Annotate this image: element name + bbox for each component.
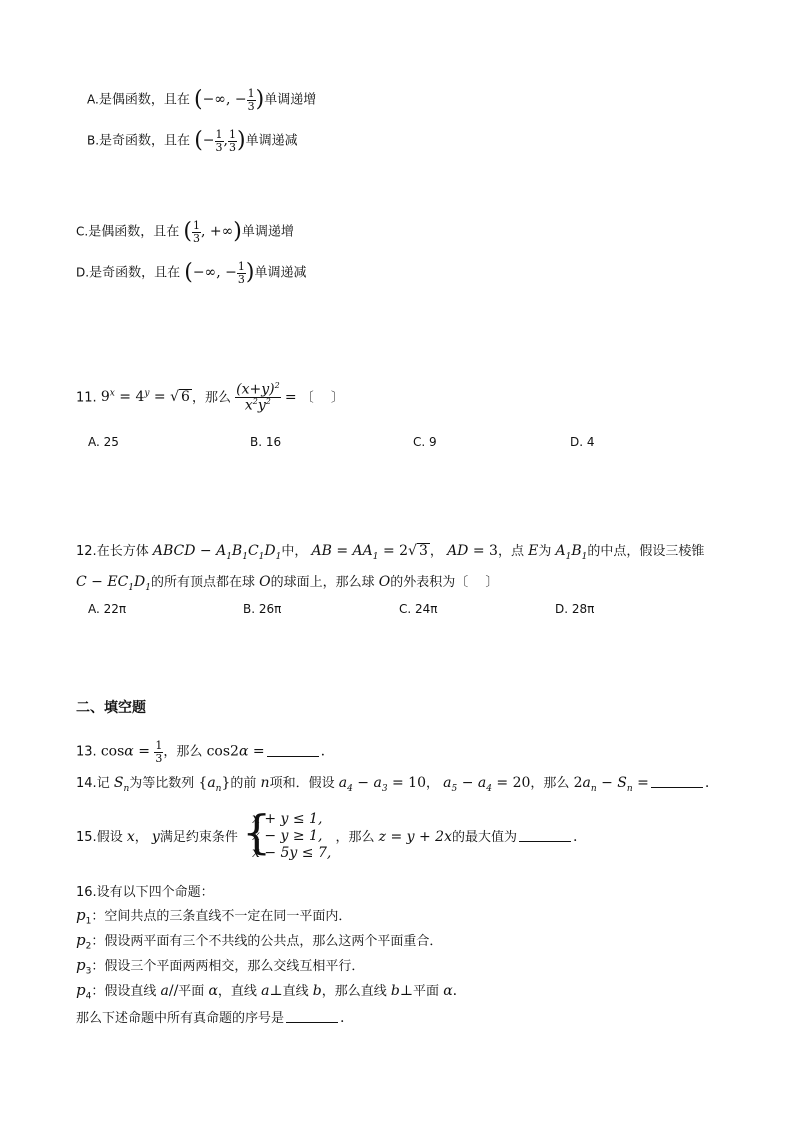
q16-p4: $p_4$：假设直线 a//平面 α，直线 a⊥直线 b，那么直线 b⊥平面 α. xyxy=(76,981,458,1002)
question-text: 中， xyxy=(281,544,308,559)
question-text: ，那么 xyxy=(335,829,375,845)
question-text: 在长方体 xyxy=(96,544,149,559)
question-text: 为 xyxy=(538,544,552,559)
proposition-text: 平面 xyxy=(413,984,440,999)
proposition-text: ，直线 xyxy=(217,984,257,999)
question-text: 的球面上，那么球 xyxy=(270,575,375,590)
question-text: 满足约束条件 xyxy=(159,829,238,845)
q15: 15.假设 x， y满足约束条件 { x + y ≤ 1, x − y ≥ 1, x − 5y ≤ 7, ，那么 z = y + 2x的最大值为 . xyxy=(76,805,578,861)
q16-intro: 16.设有以下四个命题： xyxy=(76,885,214,900)
option-text: 是偶函数，且在 xyxy=(88,224,180,240)
question-number: 12. xyxy=(76,544,97,559)
q13: 13. cosα = $\frac{1}{3}$ ，那么 cos2α = . xyxy=(76,739,326,765)
question-text: 的中点，假设三棱锥 xyxy=(587,544,705,559)
question-text: ，那么 xyxy=(530,776,570,791)
option-label: B. xyxy=(87,133,100,148)
question-text: 记 xyxy=(96,776,110,791)
option-label: A. xyxy=(87,92,99,107)
q14: 14.记 $S_n$为等比数列 $\{a_n\}$的前 n项和．假设 $a_4 - a_3 = 10$， $a_5 - a_4 = 20$，那么 $2a_n - S_n$ = . xyxy=(76,775,710,794)
question-number: 14. xyxy=(76,776,97,791)
proposition-text: 平面 xyxy=(178,984,205,999)
q16-p2: $p_2$：假设两平面有三个不共线的公共点，那么这两个平面重合． xyxy=(76,931,443,952)
question-text: 的所有顶点都在球 xyxy=(150,575,255,590)
question-text: 项和．假设 xyxy=(269,776,335,791)
question-text: ，那么 xyxy=(191,390,231,406)
question-text: 的前 xyxy=(230,776,257,791)
option-text: 单调递增 xyxy=(241,224,294,240)
proposition-text: 直线 xyxy=(282,984,309,999)
option-text: 单调递减 xyxy=(245,133,298,149)
q12-option-a: A. 22π xyxy=(88,602,127,616)
question-text: ， xyxy=(426,776,440,791)
q16-p1: $p_1$：空间共点的三条直线不一定在同一平面内． xyxy=(76,906,352,927)
q11-option-a: A. 25 xyxy=(88,435,119,449)
question-text: ，点 xyxy=(497,544,524,559)
q12-stem-line1: 12.在长方体 ABCD − $A_1B_1C_1D_1$中， AB = $AA_1 = 2√$ 3 ， AD = 3，点 E为 $A_1B_1$的中点，假设三棱锥 xyxy=(76,543,705,562)
q11-stem: 11. $9^x = 4^y$ = √ 6 ，那么 $\frac{(x+y)^2}{x^2y^2}$ = 〔 〕 xyxy=(76,381,344,414)
option-label: D. xyxy=(76,265,90,280)
q10-option-b: B.是奇函数，且在 (− $\frac{1}{3}$ , $\frac{1}{3}$ )单调递减 xyxy=(87,128,298,154)
q12-option-c: C. 24π xyxy=(399,602,438,616)
proposition-text: ：假设三个平面两两相交，那么交线互相平行． xyxy=(91,959,365,974)
proposition-text: ：假设直线 xyxy=(91,984,157,999)
question-text: ， xyxy=(134,829,148,845)
q11-option-d: D. 4 xyxy=(570,435,595,449)
q16-p3: $p_3$：假设三个平面两两相交，那么交线互相平行． xyxy=(76,956,365,977)
question-text: 那么下述命题中所有真命题的序号是 xyxy=(76,1011,285,1026)
q10-option-a: A.是偶函数，且在 (−∞, − $\frac{1}{3}$ )单调递增 xyxy=(87,87,317,113)
section-title: 二、填空题 xyxy=(76,700,146,716)
question-text: 的最大值为 xyxy=(451,829,517,845)
question-number: 11. xyxy=(76,390,97,406)
question-number: 13. xyxy=(76,744,97,760)
q12-option-d: D. 28π xyxy=(555,602,595,616)
proposition-text: ：假设两平面有三个不共线的公共点，那么这两个平面重合． xyxy=(91,934,443,949)
option-text: 是奇函数，且在 xyxy=(99,133,191,149)
question-number: 15. xyxy=(76,829,97,845)
q16-conclusion: 那么下述命题中所有真命题的序号是 . xyxy=(76,1010,345,1026)
q11-option-b: B. 16 xyxy=(250,435,282,449)
option-text: 单调递增 xyxy=(264,92,317,108)
q11-option-c: C. 9 xyxy=(413,435,437,449)
question-text: 假设 xyxy=(96,829,123,845)
option-text: 是奇函数，且在 xyxy=(89,265,181,281)
question-text: ， xyxy=(429,544,443,559)
question-text: 的外表积为〔 〕 xyxy=(390,575,499,590)
answer-paren: 〔 〕 xyxy=(300,390,344,406)
question-text: 为等比数列 xyxy=(129,776,195,791)
option-text: 单调递减 xyxy=(254,265,307,281)
option-label: C. xyxy=(76,224,89,239)
constraint-system: { x + y ≤ 1, x − y ≥ 1, x − 5y ≤ 7, xyxy=(241,805,332,861)
q10-option-c: C.是偶函数，且在 ( $\frac{1}{3}$ , +∞)单调递增 xyxy=(76,219,294,245)
proposition-text: ：空间共点的三条直线不一定在同一平面内． xyxy=(91,909,352,924)
q12-stem-line2: $C - EC_1D_1$的所有顶点都在球 O的球面上，那么球 O的外表积为〔 〕 xyxy=(76,574,499,593)
option-text: 是偶函数，且在 xyxy=(98,92,190,108)
q10-option-d: D.是奇函数，且在 (−∞, − $\frac{1}{3}$ )单调递减 xyxy=(76,260,307,286)
q12-option-b: B. 26π xyxy=(243,602,282,616)
proposition-text: ，那么直线 xyxy=(321,984,387,999)
question-text: ，那么 xyxy=(163,744,203,760)
